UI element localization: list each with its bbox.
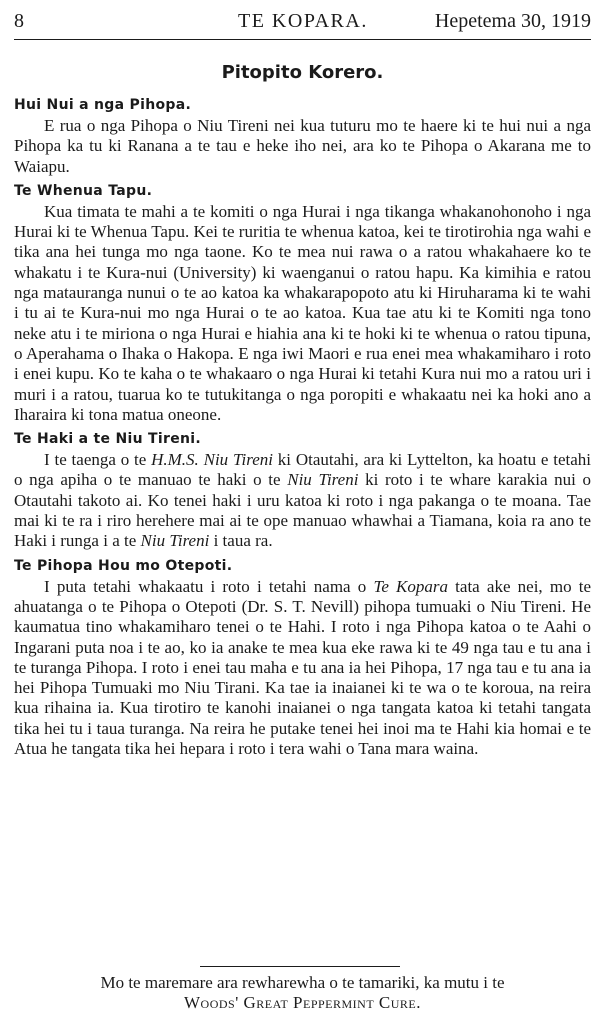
page-header: [14, 6, 591, 36]
footer-advert: [14, 973, 591, 1013]
column-title: Pitopito Korero.: [221, 62, 384, 83]
publication-title: TE KOPARA.: [238, 10, 368, 32]
footer-rule: [200, 966, 400, 967]
article-text: tata ake nei, mo te ahuatanga o te Pihopa o Otepoti (Dr. S. T. Nevill) pihopa tumuaki o Niu Tireni. He kaumatua tino whakamiharo tenei o te Hahi. I roto i nga Pihopa katoa o te Aahi o Ingarani puta noa i te ao, ko ia anake te mea kua eke rawa ki te 49 nga tau e tu ana i te turanga Pihopa. I roto i enei tau maha e tu ana ia hei Pihopa, 17 nga tau e tu ana ia hei Pihopa Tumuaki mo Niu Tirani. Ka tae ia inaianei ki te wa o te koroua, na reira kua rihaina ia. Kua tirotiro te kanohi inaianei o nga tangata katoa ki tetahi tangata tika hei tu i taua turanga. Na reira he putake tenei hei inoi ma te Hahi kia homai e te Atua he tangata tika hei hepara i roto i tera wahi o Tana mara waina.: [14, 576, 591, 759]
page-number: 8: [14, 10, 24, 32]
issue-date: Hepetema 30, 1919: [434, 10, 591, 32]
article-body: [14, 577, 591, 760]
publication-name: Te Kopara: [373, 576, 449, 596]
ship-name: Niu Tireni: [287, 470, 359, 490]
article-pihopa-hou: [14, 556, 591, 760]
article-hui-nui: [14, 95, 591, 177]
advert-line: Mo te maremare ara rewharewha o te tamariki, ka mutu i te: [100, 973, 505, 992]
article-text: I te taenga o te: [44, 450, 152, 470]
ship-name: Niu Tireni: [140, 531, 210, 551]
article-whenua-tapu: [14, 181, 591, 425]
newspaper-page: [14, 6, 591, 1015]
article-body: [14, 116, 591, 177]
article-text: I puta tetahi whakaatu i roto i tetahi nama o: [44, 576, 374, 596]
articles: [14, 95, 591, 763]
advert-product-name: Woods' Great Peppermint Cure.: [183, 993, 422, 1012]
article-heading: Te Pihopa Hou mo Otepoti.: [14, 557, 233, 574]
ship-name: H.M.S. Niu Tireni: [151, 450, 273, 470]
article-text: i taua ra.: [209, 531, 273, 551]
header-rule: [14, 39, 591, 40]
article-body: [14, 450, 591, 551]
article-text: ki Otautahi, ara ki Lyttelton, ka hoatu e tetahi o nga apiha o te manuao te haki o te: [14, 450, 591, 490]
article-heading: Te Haki a te Niu Tireni.: [14, 431, 201, 448]
article-text: Kua timata te mahi a te komiti o nga Hurai i nga tikanga whakanohonoho i nga Hurai ki te Whenua Tapu. Kei te ruritia te whenua katoa, kei te tirotirohia nga wahi e tika ana hei tunga mo nga taone. Ko te mea nui rawa o a ratou whakahaere ko te whakatu i te Kura-nui (University) ki waenganui o ratou hapu. Ka kimihia e ratou nga matauranga nunui o te ao katoa ka whakarapopoto atu ki Hiruharama ki te wahi i tu ai te Kura-nui mo nga Hurai o te ao katoa. Kua tae atu ki te Komiti nga tono neke atu i te miriona o nga Hurai e hiahia ana ki te hoki ki te whenua o ratou tipuna, o Aperahama o Ihaka o Hakopa. E nga iwi Maori e rua enei mea whakamiharo i roto i enei kupu. Ko te kaha o te whakaaro o nga Hurai ki tetahi Kura nui mo a ratou uri i muri i a ratou, tuarua ko te tutukitanga o nga poropiti e whakaatu nei ka hoki ano a Iharaira ki tona matua oneone.: [14, 201, 591, 424]
article-text: ki roto i te whare karakia nui o Otautahi takoto ai. Ko tenei haki i uru katoa ki roto i nga pakanga o te moana. Tae mai ki te ra i riro herehere mai ai te ope manuao whawhai a Tiamana, koia ra ano te Haki i runga i a te: [14, 470, 591, 551]
article-text: E rua o nga Pihopa o Niu Tireni nei kua tuturu mo te haere ki te hui nui a nga Pihopa ka tu ki Ranana a te tau e heke iho nei, ara ko te Pihopa o Akarana me to Waiapu.: [14, 116, 591, 176]
article-body: [14, 202, 591, 425]
article-haki-niu-tireni: [14, 429, 591, 551]
article-heading: Hui Nui a nga Pihopa.: [14, 97, 192, 113]
article-heading: Te Whenua Tapu.: [14, 182, 153, 199]
